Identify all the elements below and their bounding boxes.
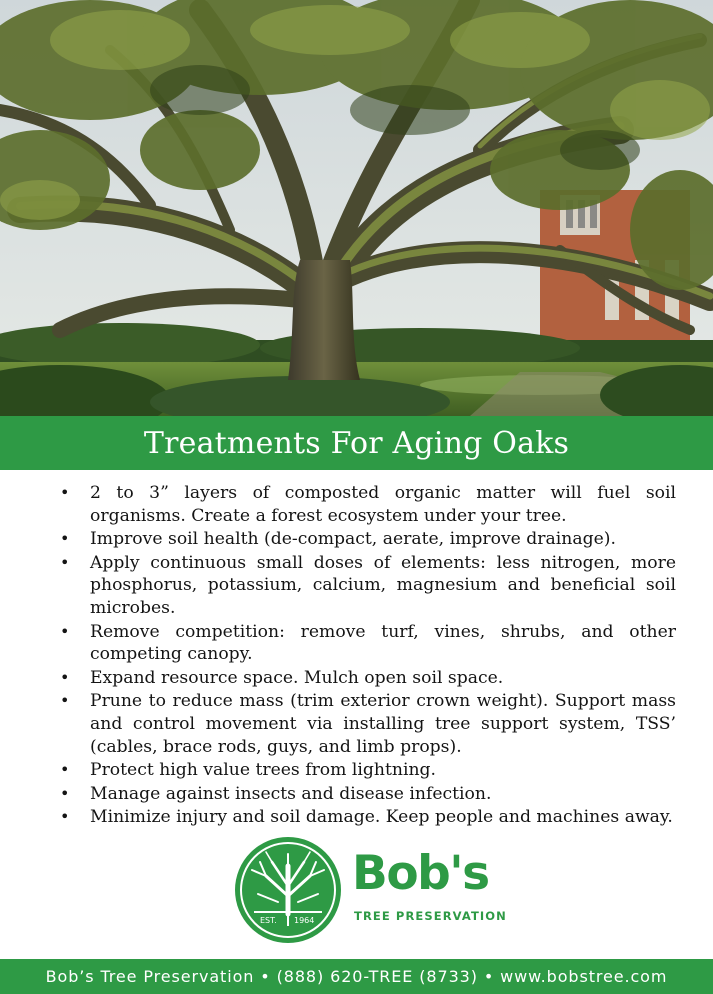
list-item xyxy=(58,528,676,551)
list-item-text: Apply continuous small doses of elements: less nitrogen, more phosphorus, potassium, calcium, magnesium and beneficial soil microbes. xyxy=(90,552,676,618)
list-item xyxy=(58,621,676,666)
bullet-icon: • xyxy=(60,552,70,572)
footer-contact: Bob’s Tree Preservation • (888) 620-TREE (8733) • www.bobstree.com xyxy=(45,967,668,986)
list-item-text: Protect high value trees from lightning. xyxy=(90,760,436,781)
treatments-list xyxy=(58,482,676,830)
list-item xyxy=(58,552,676,620)
list-item xyxy=(58,482,676,527)
list-item-text: Improve soil health (de-compact, aerate, improve drainage). xyxy=(90,529,616,550)
list-item-text: Minimize injury and soil damage. Keep people and machines away. xyxy=(90,807,673,828)
footer-bar xyxy=(0,959,713,994)
bullet-icon: • xyxy=(60,760,70,780)
bullet-icon: • xyxy=(60,667,70,687)
bullet-icon: • xyxy=(60,783,70,803)
bullet-icon: • xyxy=(60,529,70,549)
list-item-text: Prune to reduce mass (trim exterior crown weight). Support mass and control movement via installing tree support system, TSS’ (cables, brace rods, guys, and limb props). xyxy=(90,691,676,757)
list-item-text: Remove competition: remove turf, vines, shrubs, and other competing canopy. xyxy=(90,621,676,665)
bullet-icon: • xyxy=(60,691,70,711)
list-item-text: 2 to 3” layers of composted organic matter will fuel soil organisms. Create a forest ecosystem under your tree. xyxy=(90,483,676,526)
list-item-text: Manage against insects and disease infection. xyxy=(90,783,492,804)
logo-year: 1964 xyxy=(294,916,315,925)
list-item-text: Expand resource space. Mulch open soil space. xyxy=(90,667,504,688)
hero-oak-photo xyxy=(0,0,713,416)
tree-emblem-icon xyxy=(234,836,342,944)
page-title: Treatments For Aging Oaks xyxy=(143,425,570,461)
logo-name: Bob's xyxy=(352,846,489,901)
bullet-icon: • xyxy=(60,483,70,502)
list-item xyxy=(58,690,676,758)
company-logo xyxy=(234,836,507,946)
list-item xyxy=(58,667,676,690)
list-item xyxy=(58,783,676,806)
bullet-icon: • xyxy=(60,807,70,827)
bullet-icon: • xyxy=(60,621,70,641)
list-item xyxy=(58,806,676,829)
title-band xyxy=(0,416,713,470)
logo-tagline: TREE PRESERVATION xyxy=(354,909,507,923)
logo-est: EST. xyxy=(260,916,277,925)
list-item xyxy=(58,759,676,782)
